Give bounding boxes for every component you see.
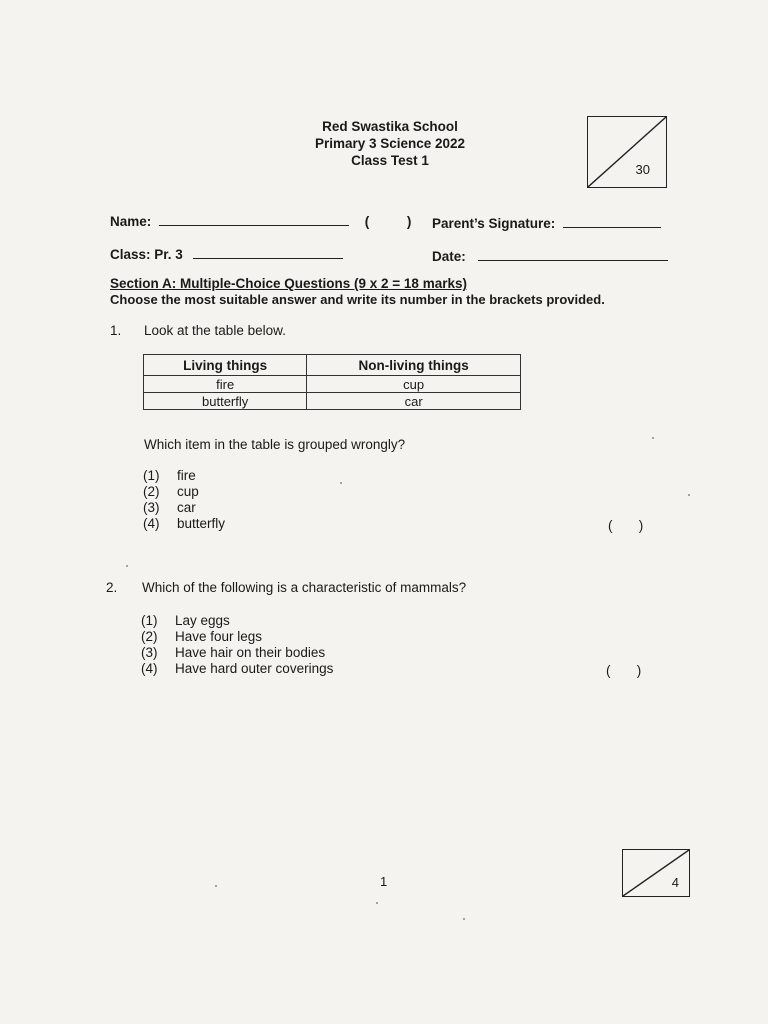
- table-header-nonliving: Non-living things: [307, 355, 521, 376]
- q2-number: 2.: [106, 580, 118, 595]
- total-score: 30: [635, 162, 650, 177]
- option-text: Have four legs: [175, 629, 263, 644]
- q2-option-3: [141, 645, 333, 661]
- q1-option-4: [143, 516, 225, 532]
- class-field[interactable]: [193, 245, 343, 259]
- class-row: [110, 245, 343, 262]
- option-text: Have hard outer coverings: [175, 661, 334, 676]
- q1-option-2: [143, 484, 225, 500]
- option-key: (2): [143, 484, 160, 499]
- option-key: (3): [141, 645, 158, 660]
- option-text: Have hair on their bodies: [175, 645, 326, 660]
- scan-speck: [652, 437, 654, 439]
- option-text: butterfly: [177, 516, 226, 531]
- scan-speck: [688, 494, 690, 496]
- name-field[interactable]: [159, 212, 349, 226]
- q1-intro: Look at the table below.: [144, 323, 286, 338]
- q1-question: Which item in the table is grouped wrongly?: [144, 437, 406, 452]
- option-key: (4): [141, 661, 158, 676]
- section-instruction: Choose the most suitable answer and write its number in the brackets provided.: [110, 292, 605, 307]
- signature-field[interactable]: [563, 214, 661, 228]
- register-paren-open: (: [364, 214, 370, 229]
- q1-options: [143, 468, 225, 532]
- q1-answer-bracket[interactable]: ( ): [608, 518, 644, 533]
- signature-row: [432, 214, 661, 231]
- q2-option-4: [141, 661, 333, 677]
- signature-label: Parent’s Signature:: [432, 216, 556, 231]
- exam-header: [290, 118, 490, 169]
- q2-option-1: [141, 613, 333, 629]
- option-key: (3): [143, 500, 160, 515]
- option-key: (2): [141, 629, 158, 644]
- scan-speck: [126, 565, 128, 567]
- scan-speck: [463, 918, 465, 920]
- q1-option-3: [143, 500, 225, 516]
- q1-number: 1.: [110, 323, 122, 338]
- table-cell: cup: [307, 376, 521, 393]
- q2-answer-bracket[interactable]: ( ): [606, 663, 642, 678]
- q2-option-2: [141, 629, 333, 645]
- q2-options: [141, 613, 333, 677]
- table-cell: butterfly: [144, 393, 307, 410]
- exam-subject: Primary 3 Science 2022: [314, 136, 466, 151]
- page-score: 4: [671, 875, 679, 890]
- name-label: Name:: [110, 214, 152, 229]
- table-header-living: Living things: [144, 355, 307, 376]
- q1-option-1: [143, 468, 225, 484]
- table-cell: fire: [144, 376, 307, 393]
- option-key: (4): [143, 516, 160, 531]
- table-row: [144, 376, 521, 393]
- q1-table: [143, 354, 521, 410]
- scan-speck: [215, 885, 217, 887]
- scan-speck: [376, 902, 378, 904]
- total-score-box: [587, 116, 667, 188]
- page-score-box: [622, 849, 690, 897]
- table-cell: car: [307, 393, 521, 410]
- page-score-diagonal: [623, 850, 689, 896]
- option-text: Lay eggs: [175, 613, 230, 628]
- date-row: [432, 247, 668, 264]
- option-text: car: [177, 500, 196, 515]
- page-number: 1: [380, 874, 388, 889]
- date-field[interactable]: [478, 247, 668, 261]
- option-key: (1): [143, 468, 160, 483]
- option-text: cup: [177, 484, 199, 499]
- register-paren-close: ): [406, 214, 412, 229]
- section-title: Section A: Multiple-Choice Questions (9 x 2 = 18 marks): [110, 276, 467, 291]
- option-text: fire: [177, 468, 196, 483]
- q2-question: Which of the following is a characteristic of mammals?: [142, 580, 467, 595]
- school-name: Red Swastika School: [322, 119, 458, 134]
- table-row: [144, 393, 521, 410]
- class-label: Class: Pr. 3: [110, 247, 183, 262]
- score-diagonal: [588, 117, 666, 187]
- exam-title: Class Test 1: [351, 153, 429, 168]
- scan-speck: [340, 482, 342, 484]
- option-key: (1): [141, 613, 158, 628]
- date-label: Date:: [432, 249, 466, 264]
- name-row: [110, 212, 411, 229]
